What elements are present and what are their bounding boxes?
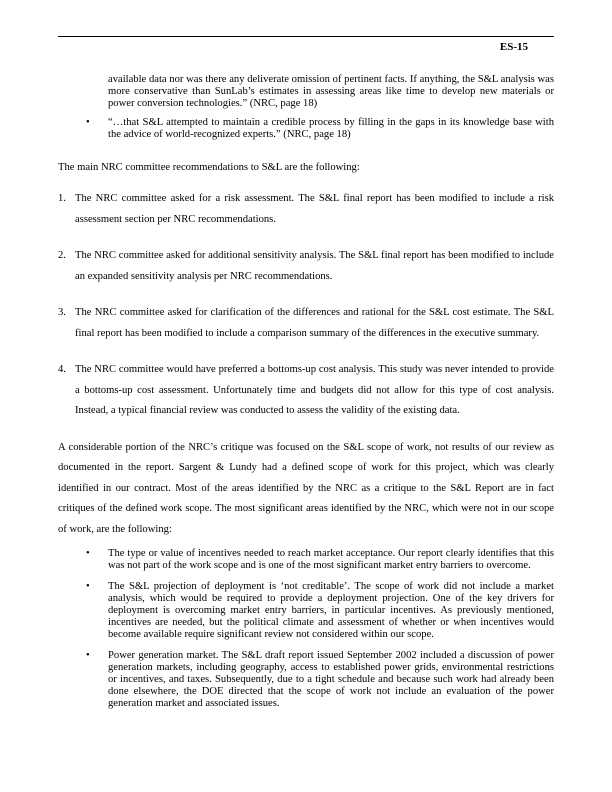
bullet-icon: • [86, 581, 90, 592]
header-rule [58, 36, 554, 37]
list-item [58, 548, 554, 572]
list-item [58, 360, 554, 422]
page-number: ES-15 [499, 41, 528, 53]
item-text: The NRC committee asked for additional sensitivity analysis. The S&L final report has been modified to include an expanded sensitivity analysis per NRC recommendations. [75, 250, 554, 282]
list-item [58, 246, 554, 287]
list-item [58, 650, 554, 710]
bullet-icon: • [86, 650, 90, 661]
item-number: 3. [58, 307, 66, 318]
bullet-text: Power generation market. The S&L draft report issued September 2002 included a discussion of power generation markets, including geography, access to established power grids, environmental restrictions or incentives, and taxes. Subsequently, due to a tight schedule and because such work had already been done elsewhere, the DOE directed that the scope of work not include an evaluation of the power generation market and associated issues. [108, 650, 554, 709]
list-item [58, 189, 554, 230]
recommendations-intro: The main NRC committee recommendations to S&L are the following: [58, 162, 360, 173]
bullet-text: The S&L projection of deployment is ‘not creditable’. The scope of work did not include a market analysis, which would be required to provide a deployment projection. One of the key drivers for deployment is overcoming market entry barriers, in particular incentives. As previously mentioned, incentives are needed, but the political climate and assessment of whether or when incentives would become available require significant review not considered within our scope. [108, 581, 554, 640]
item-number: 1. [58, 193, 66, 204]
item-text: The NRC committee asked for a risk assessment. The S&L final report has been modified to include a risk assessment section per NRC recommendations. [75, 193, 554, 225]
item-text: The NRC committee asked for clarification of the differences and rational for the S&L cost estimate. The S&L final report has been modified to include a comparison summary of the differences in the executive summary. [75, 307, 554, 339]
quote-bullet-list [58, 117, 554, 141]
bullet-text: “…that S&L attempted to maintain a credible process by filling in the gaps in its knowledge base with the advice of world-recognized experts.” (NRC, page 18) [108, 117, 554, 140]
page-body [58, 74, 554, 719]
bullet-text: The type or value of incentives needed to reach market acceptance. Our report clearly identifies that this was not part of the work scope and is one of the most significant market entry barriers to overcome. [108, 548, 554, 571]
continued-quote: available data nor was there any deliverate omission of pertinent facts. If anything, the S&L analysis was more conservative than SunLab’s estimates in assessing areas like time to develop new materials or power conversion technologies.” (NRC, page 18) [108, 74, 554, 109]
list-item [58, 303, 554, 344]
item-number: 4. [58, 364, 66, 375]
list-item [58, 117, 554, 141]
scope-bullet-list [58, 548, 554, 710]
bullet-icon: • [86, 117, 90, 128]
item-text: The NRC committee would have preferred a bottoms-up cost analysis. This study was never intended to provide a bottoms-up cost assessment. Unfortunately time and budgets did not allow for this type of cost analysis. Instead, a typical financial review was conducted to assess the validity of the existing data. [75, 364, 554, 416]
list-item [58, 581, 554, 641]
item-number: 2. [58, 250, 66, 261]
scope-paragraph: A considerable portion of the NRC’s critique was focused on the S&L scope of work, not results of our review as documented in the report. Sargent & Lundy had a defined scope of work for this project, which was clearly identified in our contract. Most of the areas identified by the NRC as a critique to the S&L Report are in fact critiques of the defined work scope. The most significant areas identified by the NRC, which were not in our scope of work, are the following: [58, 441, 554, 535]
bullet-icon: • [86, 548, 90, 559]
recommendations-list [58, 189, 554, 422]
